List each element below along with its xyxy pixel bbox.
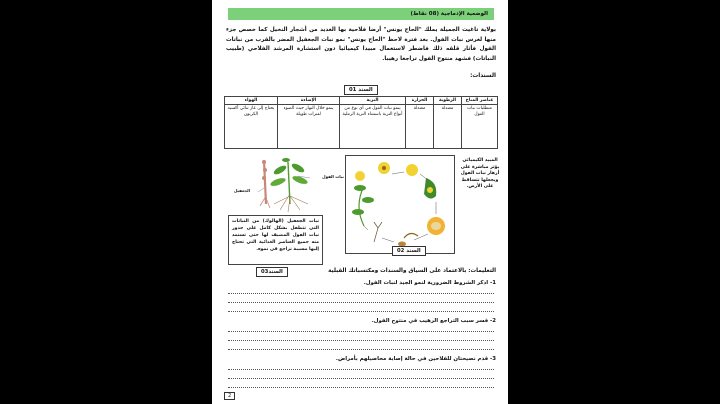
instructions-heading: التعليمات: بالاعتماد على السياق والسندات ومكتسباتك القبلية [328,268,496,274]
worksheet-page [212,0,508,404]
answer-line [228,293,494,294]
bean-plant-label: نبات الفول [322,174,344,179]
answer-line [228,331,494,332]
table-header: الهواء [225,97,278,105]
table-header: التربة [340,97,406,105]
bean-broomrape-illustration [228,152,324,214]
answer-line [228,369,494,370]
doc3-label: السند03 [256,267,288,277]
life-cycle-figure [345,155,455,254]
doc1-label: السند 01 [344,85,378,95]
table-header: الحرارة [406,97,434,105]
supports-title: السندات: [470,73,496,79]
page-number: 2 [224,392,235,400]
doc2-side-text: المبيد الكيميائي يؤثر مباشرة على أزهار نبات الفول ويجعلها تتساقط على الأرض. [460,158,500,190]
question-3: 3- قدم نصيحتان للفلاحين في حالة إصابة محاصيلهم بأمراض. [335,356,496,362]
context-paragraph: بولاية تاغيت الجميلة يملك "الحاج يونس" أرضا فلاحية بها العديد من أشجار النخيل كما خصص جزء منها لغرس نبات الفول. بعد فترة لاحظ "الحاج يونس" نمو نبات الجعفيل المضر بالقرب من نباتات الفول فأثار قلقه ذلك فاضطر لاستعمال مبيدا كيميائيا دون استشارة المرشد الفلاحي (طبيب النباتات) فشهد منتوج الفول تراجعا رهيبا. [226,27,496,62]
question-2: 2- فسر سبب التراجع الرهيب في منتوج الفول. [371,318,496,324]
table-cell: يحتاج إلى غاز ثنائي أكسيد الكربون [225,105,278,149]
section-banner: الوضعية الإدماجية (08 نقاط) [228,8,494,20]
table-header: الإضاءة [278,97,340,105]
answer-line [228,311,494,312]
table-cell: ينمو خلال النهار حيث الضوء لفترات طويلة [278,105,340,149]
broomrape-label: الجعفيل [233,188,251,193]
answer-line [228,340,494,341]
plant-parasite-figure [228,152,344,214]
table-header: الرطوبة [434,97,462,105]
climate-factors-table [224,96,498,149]
answer-line [228,349,494,350]
table-header: عناصر المناخ [462,97,498,105]
answer-line [228,387,494,388]
table-cell: متطلبات نبات الفول [462,105,498,149]
doc2-label: السند 02 [392,246,426,256]
answer-line [228,378,494,379]
table-cell: ينمو نبات الفول في أي نوع من أنواع التربة باستثناء التربة الرملية [340,105,406,149]
table-cell: معتدلة [434,105,462,149]
bean-life-cycle-illustration [344,156,454,255]
question-1: 1- اذكر الشروط الضرورية لنمو الجيد لنبات الفول. [363,280,496,286]
answer-line [228,302,494,303]
table-cell: معتدلة [406,105,434,149]
doc3-textbox: نبات الجعفيل (الهالوك) من النباتات التي تتطفل بشكل كامل على جذور نبات الفول المضيف لها حتى تستمد منه جميع العناصر الغذائية التي تحتاج إليها مسببة تراجع في نموه. [228,215,323,265]
